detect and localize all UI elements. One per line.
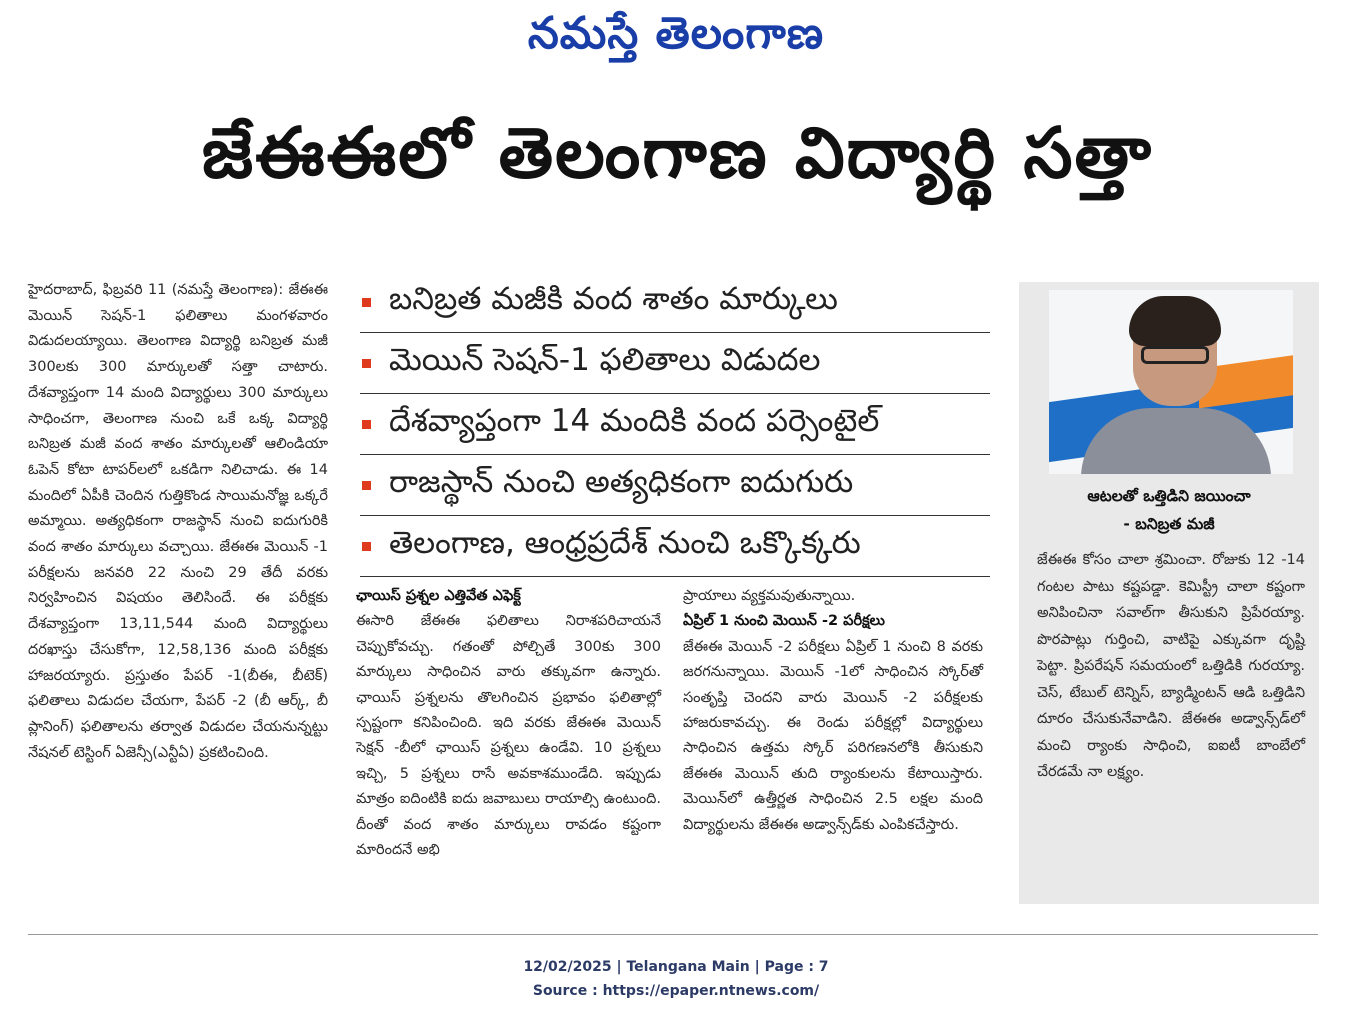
highlight-text: మెయిన్ సెషన్-1 ఫలితాలు విడుదల <box>389 341 821 378</box>
column-3-text: జేఈఈ మెయిన్ -2 పరీక్షలు ఏప్రిల్ 1 నుంచి 8 వరకు జరగనున్నాయి. మెయిన్ -1లో సాధించిన స్కోర్‌తో సంతృప్తి చెందని వారు మెయిన్ -2 పరీక్షలకు హాజరుకావచ్చు. ఈ రెండు పరీక్షల్లో విద్యార్థులు సాధించిన ఉత్తమ స్కోర్ పరిగణనలోకి తీసుకుని జేఈఈ మెయిన్ తుది ర్యాంకులను కేటాయిస్తారు. మెయిన్‌లో ఉత్తీర్ణత సాధించిన 2.5 లక్షల మంది విద్యార్థులను జేఈఈ అడ్వాన్స్‌డ్‌కు ఎంపికచేస్తారు. <box>683 638 983 833</box>
footer-divider <box>28 934 1318 935</box>
caption-line-2: - బనిబ్రత మజీ <box>1123 515 1215 533</box>
bullet-square-icon <box>362 420 371 429</box>
highlight-item <box>360 333 990 394</box>
highlight-text: బనిబ్రత మజీకి వంద శాతం మార్కులు <box>389 280 838 317</box>
masthead-logo: నమస్తే తెలంగాణ <box>527 8 825 59</box>
footer-edition: 12/02/2025 | Telangana Main | Page : 7 <box>523 959 829 975</box>
highlight-item <box>360 394 990 455</box>
sidebar-text: జేఈఈ కోసం చాలా శ్రమించా. రోజుకు 12 -14 గంటల పాటు కష్టపడ్డా. కెమిస్ట్రీ చాలా కష్టంగా అనిపించినా సవాల్‌గా తీసుకుని ప్రిపేరయ్యా. పొరపాట్లు గుర్తించి, వాటిపై ఎక్కువగా దృష్టి పెట్టా. ప్రిపరేషన్ సమయంలో ఒత్తిడికి గురయ్యా. చెస్, టేబుల్ టెన్నిస్, బ్యాడ్మింటన్ ఆడి ఒత్తిడిని దూరం చేసుకునేవాడిని. జేఈఈ అడ్వాన్స్‌డ్‌లో మంచి ర్యాంకు సాధించి, ఐఐటీ బాంబేలో చేరడమే నా లక్ష్యం. <box>1037 552 1305 780</box>
article-column-3 <box>683 584 983 838</box>
bullet-square-icon <box>362 481 371 490</box>
column-2-subhead: ఛాయిస్ ప్రశ్నల ఎత్తివేత ఎఫెక్ట్ <box>356 588 521 604</box>
highlight-text: దేశవ్యాప్తంగా 14 మందికి వంద పర్సెంటైల్ <box>389 402 880 439</box>
highlights-list <box>360 272 990 577</box>
footer-source-link[interactable]: Source : https://epaper.ntnews.com/ <box>532 983 820 999</box>
highlight-item <box>360 272 990 333</box>
caption-line-1: ఆటలతో ఒత్తిడిని జయించా <box>1087 487 1251 505</box>
highlight-item <box>360 516 990 577</box>
highlight-text: రాజస్థాన్ నుంచి అత్యధికంగా ఐదుగురు <box>389 463 854 500</box>
photo-caption <box>1029 482 1309 538</box>
article-column-1: హైదరాబాద్, ఫిబ్రవరి 11 (నమస్తే తెలంగాణ): జేఈఈ మెయిన్ సెషన్-1 ఫలితాలు మంగళవారం విడుదలయ్యాయి. తెలంగాణ విద్యార్థి బనిబ్రత మజీ 300లకు 300 మార్కులతో సత్తా చాటారు. దేశవ్యాప్తంగా 14 మంది విద్యార్థులు 300 మార్కులు సాధించగా, తెలంగాణ నుంచి ఒకే ఒక్క విద్యార్థి బనిబ్రత మజీ వంద శాతం మార్కులతో ఆలిండియా ఓపెన్ కోటా టాపర్‌లలో ఒకడిగా నిలిచాడు. ఈ 14 మందిలో ఏపీకి చెందిన గుత్తికొండ సాయిమనోజ్ఞ ఒక్కరే అమ్మాయి. అత్యధికంగా రాజస్థాన్ నుంచి ఐదుగురికి వంద శాతం మార్కులు వచ్చాయి. జేఈఈ మెయిన్ -1 పరీక్షలను జనవరి 22 నుంచి 29 తేదీ వరకు నిర్వహించిన విషయం తెలిసిందే. ఈ పరీక్షకు దేశవ్యాప్తంగా 13,11,544 మంది విద్యార్థులు దరఖాస్తు చేసుకోగా, 12,58,136 మంది పరీక్షకు హాజరయ్యారు. ప్రస్తుతం పేపర్ -1(బీఈ, బీటెక్) ఫలితాలు విడుదల చేయగా, పేపర్ -2 (బీ ఆర్క్, బీ ప్లానింగ్) ఫలితాలను తర్వాత విడుదల చేయనున్నట్టు నేషనల్ టెస్టింగ్ ఏజెన్సీ(ఎన్టీఏ) ప్రకటించింది. <box>28 282 328 761</box>
headline: జేఈఈలో తెలంగాణ విద్యార్థి సత్తా <box>201 112 1154 194</box>
bullet-square-icon <box>362 542 371 551</box>
highlight-text: తెలంగాణ, ఆంధ్రప్రదేశ్ నుంచి ఒక్కొక్కరు <box>389 524 861 561</box>
bullet-square-icon <box>362 359 371 368</box>
column-3-subhead: ఏప్రిల్ 1 నుంచి మెయిన్ -2 పరీక్షలు <box>683 613 885 630</box>
bullet-square-icon <box>362 298 371 307</box>
article-column-2 <box>356 584 661 863</box>
footer <box>0 955 1352 1003</box>
column-3-lead: ప్రాయాలు వ్యక్తమవుతున్నాయి. <box>683 588 856 604</box>
highlight-item <box>360 455 990 516</box>
sidebar-box <box>1019 282 1319 904</box>
student-photo <box>1049 290 1293 474</box>
column-2-text: ఈసారి జేఈఈ ఫలితాలు నిరాశపరిచాయనే చెప్పుకోవచ్చు. గతంతో పోల్చితే 300కు 300 మార్కులు సాధించిన వారు తక్కువగా ఉన్నారు. ఛాయిస్ ప్రశ్నలను తొలగించిన ప్రభావం ఫలితాల్లో స్పష్టంగా కనిపించింది. ఇది వరకు జేఈఈ మెయిన్ సెక్షన్ -బీలో ఛాయిస్ ప్రశ్నలు ఉండేవి. 10 ప్రశ్నలు ఇచ్చి, 5 ప్రశ్నలు రాసే అవకాశముండేది. ఇప్పుడు మాత్రం ఐదింటికి ఐదు జవాబులు రాయాల్సి ఉంటుంది. దీంతో వంద శాతం మార్కులు రావడం కష్టంగా మారిందనే అభి <box>356 613 661 859</box>
